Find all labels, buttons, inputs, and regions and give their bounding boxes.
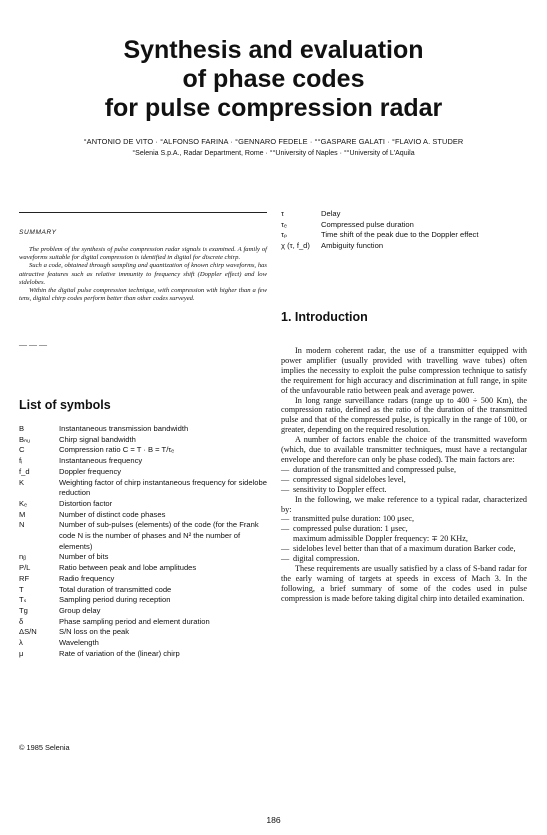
list-item: — digital compression. xyxy=(281,554,360,564)
summary-paragraph: Such a code, obtained through sampling and quantization of known chirp waveforms, has attractive features such as relative immunity to frequency shift (Doppler effect) and low sidelobes. xyxy=(19,262,267,286)
symbol-row xyxy=(281,220,541,231)
summary-block xyxy=(19,229,267,303)
symbol: B xyxy=(19,424,25,433)
list-item: — transmitted pulse duration: 100 μsec, xyxy=(281,514,415,524)
summary-top-rule xyxy=(19,212,267,213)
symbol-description: Rate of variation of the (linear) chirp xyxy=(59,648,180,658)
symbol-description: Sampling period during reception xyxy=(59,595,171,605)
symbol-row xyxy=(19,627,269,638)
affiliations-line: °Selenia S.p.A., Radar Department, Rome · °°University of Naples · °°University of L'Aquila xyxy=(132,150,415,157)
symbol-description: Radio frequency xyxy=(59,573,115,583)
symbol: P/L xyxy=(19,563,31,573)
symbol-description: Number of bits xyxy=(59,552,109,562)
symbol: δ xyxy=(19,616,24,626)
symbol-description: Total duration of transmitted code xyxy=(59,584,172,594)
introduction-heading: 1. Introduction xyxy=(281,310,368,324)
symbol-description: Compression ratio C = T · B = T/τₑ xyxy=(59,445,175,455)
list-item: — compressed signal sidelobes level, xyxy=(281,474,406,484)
symbol: f_d xyxy=(19,466,30,476)
symbol: χ (τ, f_d) xyxy=(281,241,310,251)
symbol: N xyxy=(19,520,25,530)
symbol-row xyxy=(19,574,269,585)
intro-paragraph: These requirements are usually satisfied by a class of S-band radar for the early warning of targets at speeds in excess of Mach 3. In the following, a brief summary of some of the codes used in pulse compression is made before taking digital chirp into detailed examination. xyxy=(281,563,527,603)
symbol-row xyxy=(19,617,269,628)
symbol-description: Compressed pulse duration xyxy=(321,219,414,229)
symbol-description: Ratio between peak and lobe amplitudes xyxy=(59,563,197,573)
symbol: λ xyxy=(19,638,23,648)
symbol: τₚ xyxy=(281,230,288,240)
symbol: Bₙᵤ xyxy=(19,434,30,444)
symbol-row xyxy=(19,435,269,446)
intro-paragraph: In modern coherent radar, the use of a transmitter equipped with power amplifier (usually provided with travelling wave tubes) often implies the necessity to exploit the pulse compression technique to satisfy the requirement for high accuracy and discrimination at full range, in spite of the unfavourable ratio between peak and average power. xyxy=(281,346,527,395)
symbol-row xyxy=(281,230,541,241)
symbol-description: Weighting factor of chirp instantaneous frequency for sidelobe reduction xyxy=(59,477,267,498)
symbol-description: Ambiguity function xyxy=(321,241,384,251)
symbol-description: Number of distinct code phases xyxy=(59,509,166,519)
paper-title xyxy=(0,36,547,123)
symbol-row xyxy=(19,595,269,606)
title-line: Synthesis and evaluation xyxy=(123,36,424,64)
symbol-row xyxy=(19,478,269,499)
symbol-row xyxy=(19,445,269,456)
symbol-row xyxy=(19,606,269,617)
symbols-list-continued xyxy=(281,209,541,252)
symbol: Tₛ xyxy=(19,595,27,605)
symbol-description: Group delay xyxy=(59,605,101,615)
list-item: — sensitivity to Doppler effect. xyxy=(281,484,387,494)
intro-paragraph: In the following, we make reference to a typical radar, characterized by: xyxy=(281,494,527,514)
title-line: of phase codes xyxy=(182,65,365,93)
symbol: fᵢ xyxy=(19,456,23,466)
symbol-description: S/N loss on the peak xyxy=(59,627,130,637)
introduction-body xyxy=(281,346,527,604)
intro-paragraph: In long range surveillance radars (range up to 400 ÷ 500 Km), the compression ratio, defined as the ratio of the duration of the transmitted pulse and that of the compressed pulse, is typically in the range of 100, or greater, depending on the required resolution. xyxy=(281,395,527,435)
symbol: M xyxy=(19,509,26,519)
list-item: — sidelobes level better than that of a maximum duration Barker code, xyxy=(281,544,516,554)
page-number: 186 xyxy=(266,815,281,825)
authors-line: °ANTONIO DE VITO · °ALFONSO FARINA · °GENNARO FEDELE · °°GASPARE GALATI · °FLAVIO A. STUDER xyxy=(83,137,464,146)
summary-paragraph: Within the digital pulse compression technique, with compression with higher than a few tens, digital chirp codes perform better than other codes surveyed. xyxy=(19,287,267,303)
symbol-description: Number of sub-pulses (elements) of the code (for the Frank code N is the number of phases and N² the number of elements) xyxy=(59,520,259,551)
symbols-list xyxy=(19,424,269,659)
symbol: nᵦ xyxy=(19,552,27,562)
copyright-notice: © 1985 Selenia xyxy=(19,743,70,752)
symbol-row xyxy=(19,520,269,552)
symbol-row xyxy=(19,456,269,467)
summary-paragraph: The problem of the synthesis of pulse compression radar signals is examined. A family of waveforms suitable for digital compression is identified in digital for discrete chirp. xyxy=(19,246,267,262)
symbol-row xyxy=(19,467,269,478)
symbol: Tg xyxy=(19,605,28,615)
symbol: K xyxy=(19,477,25,487)
symbol: μ xyxy=(19,648,24,658)
list-item-continuation: maximum admissible Doppler frequency: ∓ 20 KHz, xyxy=(293,534,468,544)
symbol-description: Time shift of the peak due to the Doppler effect xyxy=(321,230,479,240)
title-line: for pulse compression radar xyxy=(104,94,443,122)
symbol-row xyxy=(281,209,541,220)
symbol-row xyxy=(19,552,269,563)
symbol-row xyxy=(281,241,541,252)
symbols-heading: List of symbols xyxy=(19,398,111,412)
symbol-description: Phase sampling period and element duration xyxy=(59,616,210,626)
symbol-description: Instantaneous frequency xyxy=(59,456,143,466)
symbol-description: Distortion factor xyxy=(59,498,113,508)
symbol-row xyxy=(19,585,269,596)
symbol-description: Doppler frequency xyxy=(59,466,122,476)
symbol: τ xyxy=(281,209,284,218)
symbol-row xyxy=(19,638,269,649)
symbol: Kₑ xyxy=(19,498,27,508)
symbol: ΔS/N xyxy=(19,627,37,637)
symbol-description: Chirp signal bandwidth xyxy=(59,434,136,444)
symbol-row xyxy=(19,649,269,660)
symbol-row xyxy=(19,499,269,510)
symbol: T xyxy=(19,584,24,594)
list-item: — compressed pulse duration: 1 μsec, xyxy=(281,524,408,534)
symbol-row xyxy=(19,510,269,521)
symbol-description: Wavelength xyxy=(59,638,99,648)
intro-paragraph: A number of factors enable the choice of the transmitted waveform (which, due to available transmitter techniques, must have a rectangular envelope and therefore can only be phase coded). The main factors are: xyxy=(281,435,527,464)
symbol-row xyxy=(19,424,269,435)
symbol: τₑ xyxy=(281,219,287,229)
summary-heading: SUMMARY xyxy=(19,229,57,236)
list-item: — duration of the transmitted and compressed pulse, xyxy=(281,464,457,474)
summary-end-mark: — — — xyxy=(19,340,47,349)
symbol-row xyxy=(19,563,269,574)
symbol-description: Instantaneous transmission bandwidth xyxy=(59,424,189,433)
symbol-description: Delay xyxy=(321,209,341,218)
symbol: RF xyxy=(19,573,30,583)
symbol: C xyxy=(19,445,25,455)
